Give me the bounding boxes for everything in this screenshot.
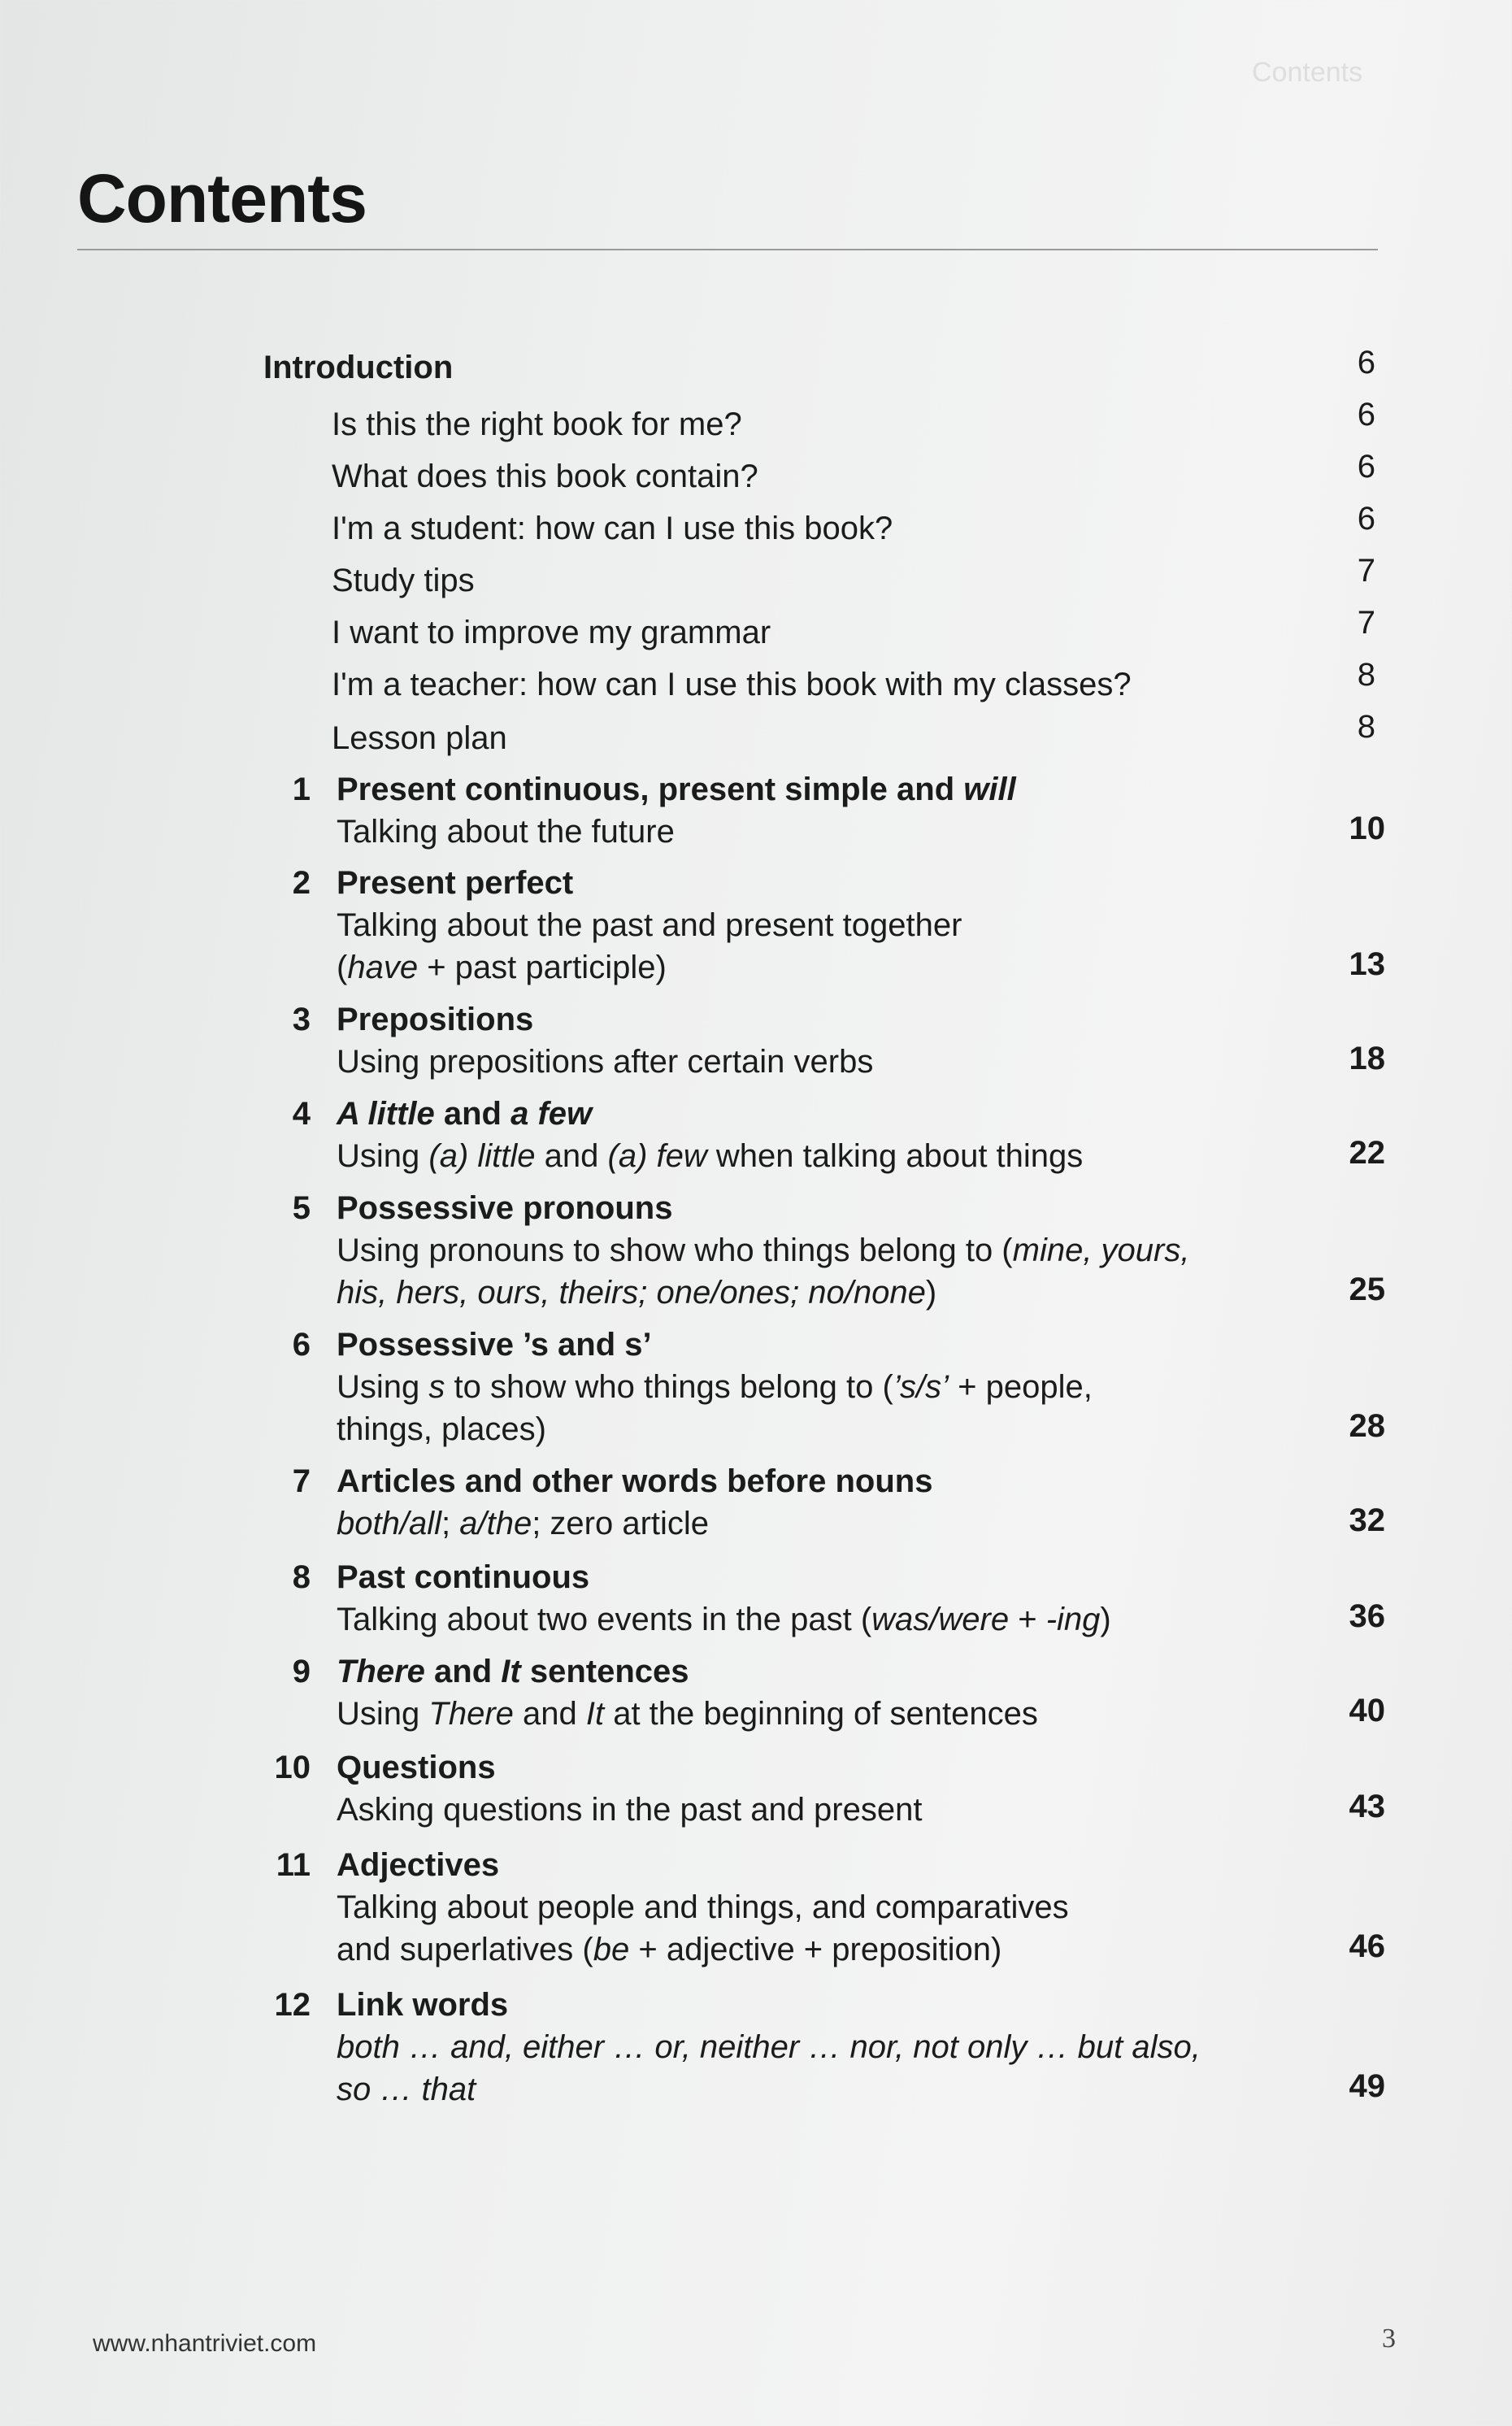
unit-number: 9 bbox=[292, 1654, 311, 1689]
desc-segment: Using bbox=[337, 1369, 429, 1405]
title-segment: Possessive pronouns bbox=[337, 1190, 673, 1226]
unit-description-line bbox=[337, 1041, 873, 1083]
unit-description-line bbox=[337, 1886, 1069, 1928]
unit-entry bbox=[0, 1460, 1512, 1545]
unit-body bbox=[337, 1746, 922, 1831]
desc-segment: ) bbox=[1100, 1602, 1111, 1637]
unit-title bbox=[337, 768, 1016, 811]
unit-page: 40 bbox=[1349, 1693, 1385, 1728]
unit-title bbox=[337, 1093, 1083, 1135]
unit-page: 28 bbox=[1349, 1408, 1385, 1444]
unit-title bbox=[337, 1746, 922, 1789]
intro-item: I'm a teacher: how can I use this book with my classes? bbox=[332, 667, 1132, 702]
unit-entry bbox=[0, 1556, 1512, 1641]
unit-body bbox=[337, 1650, 1038, 1735]
unit-description-line bbox=[337, 1598, 1111, 1641]
unit-page: 13 bbox=[1349, 946, 1385, 982]
unit-title bbox=[337, 1187, 1189, 1229]
desc-segment: Talking about people and things, and comparatives bbox=[337, 1889, 1069, 1925]
unit-description-line bbox=[337, 904, 962, 946]
unit-number: 12 bbox=[274, 1987, 311, 2023]
title-segment: Adjectives bbox=[337, 1847, 500, 1883]
desc-segment: ’s/s’ bbox=[893, 1369, 949, 1405]
title-segment: sentences bbox=[520, 1654, 689, 1689]
title-divider bbox=[77, 249, 1378, 250]
intro-item-page: 6 bbox=[1357, 449, 1375, 485]
desc-segment: Using prepositions after certain verbs bbox=[337, 1044, 874, 1080]
desc-segment: both/all bbox=[337, 1506, 441, 1541]
unit-page: 10 bbox=[1349, 811, 1385, 846]
unit-body bbox=[337, 1844, 1069, 1971]
unit-description-line bbox=[337, 1502, 932, 1545]
desc-segment: ( bbox=[337, 950, 348, 985]
title-segment: It bbox=[501, 1654, 521, 1689]
unit-description-line bbox=[337, 1229, 1189, 1272]
unit-description-line bbox=[337, 1693, 1038, 1735]
unit-description-line bbox=[337, 2026, 1201, 2068]
unit-number: 7 bbox=[292, 1463, 311, 1499]
title-segment: will bbox=[963, 772, 1016, 807]
unit-body bbox=[337, 1460, 932, 1545]
unit-entry bbox=[0, 1324, 1512, 1450]
desc-segment: + people, bbox=[949, 1369, 1093, 1405]
intro-item-page: 8 bbox=[1357, 657, 1375, 693]
unit-title bbox=[337, 1324, 1093, 1366]
intro-item: I'm a student: how can I use this book? bbox=[332, 511, 893, 546]
desc-segment: ; zero article bbox=[532, 1506, 710, 1541]
title-segment: Present perfect bbox=[337, 865, 574, 901]
unit-number: 10 bbox=[274, 1750, 311, 1785]
unit-body bbox=[337, 1984, 1201, 2111]
desc-segment: + adjective + preposition) bbox=[629, 1932, 1002, 1967]
unit-entry bbox=[0, 1844, 1512, 1971]
unit-body bbox=[337, 998, 873, 1083]
unit-number: 3 bbox=[292, 1002, 311, 1037]
title-segment: Possessive ’s and s’ bbox=[337, 1327, 652, 1363]
unit-title bbox=[337, 1650, 1038, 1693]
unit-number: 6 bbox=[292, 1327, 311, 1363]
intro-item-page: 7 bbox=[1357, 553, 1375, 589]
intro-item-page: 8 bbox=[1357, 709, 1375, 745]
title-segment: Past continuous bbox=[337, 1559, 590, 1595]
unit-title bbox=[337, 1556, 1111, 1598]
desc-segment: was/were bbox=[871, 1602, 1010, 1637]
running-head: Contents bbox=[1252, 57, 1363, 88]
unit-title bbox=[337, 1984, 1201, 2026]
desc-segment: mine, yours, bbox=[1012, 1233, 1190, 1268]
footer-url: www.nhantriviet.com bbox=[93, 2330, 317, 2357]
unit-number: 4 bbox=[292, 1096, 311, 1132]
desc-segment: when talking about things bbox=[706, 1138, 1084, 1174]
intro-title: Introduction bbox=[263, 350, 454, 385]
intro-page: 6 bbox=[1357, 345, 1375, 380]
desc-segment: a/the bbox=[459, 1506, 532, 1541]
desc-segment: his, hers, ours, theirs; one/ones; no/none bbox=[337, 1275, 926, 1311]
title-segment: Prepositions bbox=[337, 1002, 534, 1037]
title-segment: There bbox=[337, 1654, 425, 1689]
unit-page: 46 bbox=[1349, 1928, 1385, 1964]
unit-description-line bbox=[337, 1408, 1093, 1450]
title-segment: Questions bbox=[337, 1750, 496, 1785]
unit-description-line bbox=[337, 946, 962, 989]
unit-entry bbox=[0, 1093, 1512, 1177]
desc-segment: be bbox=[593, 1932, 630, 1967]
unit-body bbox=[337, 768, 1016, 853]
desc-segment: Talking about the past and present together bbox=[337, 907, 962, 943]
unit-entry bbox=[0, 768, 1512, 853]
title-segment: A little bbox=[337, 1096, 435, 1132]
intro-item: Study tips bbox=[332, 563, 475, 598]
intro-item: Is this the right book for me? bbox=[332, 407, 742, 442]
unit-entry bbox=[0, 1187, 1512, 1314]
unit-entry bbox=[0, 1984, 1512, 2111]
unit-number: 8 bbox=[292, 1559, 311, 1595]
unit-number: 5 bbox=[292, 1190, 311, 1226]
desc-segment: ) bbox=[925, 1275, 937, 1311]
intro-item: I want to improve my grammar bbox=[332, 615, 771, 650]
unit-description-line bbox=[337, 1272, 1189, 1314]
desc-segment: to show who things belong to ( bbox=[445, 1369, 893, 1405]
unit-description-line bbox=[337, 1789, 922, 1831]
unit-number: 2 bbox=[292, 865, 311, 901]
unit-page: 43 bbox=[1349, 1789, 1385, 1824]
desc-segment: s bbox=[428, 1369, 445, 1405]
unit-title bbox=[337, 1460, 932, 1502]
unit-entry bbox=[0, 862, 1512, 989]
unit-description-line bbox=[337, 1928, 1069, 1971]
unit-body bbox=[337, 1187, 1189, 1314]
unit-page: 36 bbox=[1349, 1598, 1385, 1634]
desc-segment: things, places) bbox=[337, 1411, 546, 1447]
desc-segment: ; bbox=[441, 1506, 460, 1541]
desc-segment: There bbox=[428, 1696, 514, 1732]
unit-body bbox=[337, 1093, 1083, 1177]
unit-body bbox=[337, 862, 962, 989]
page-title: Contents bbox=[77, 160, 367, 237]
desc-segment: Talking about two events in the past ( bbox=[337, 1602, 872, 1637]
unit-description-line bbox=[337, 1366, 1093, 1408]
unit-page: 18 bbox=[1349, 1041, 1385, 1076]
unit-page: 49 bbox=[1349, 2068, 1385, 2104]
intro-item: Lesson plan bbox=[332, 720, 507, 756]
desc-segment: + bbox=[1009, 1602, 1046, 1637]
unit-title bbox=[337, 1844, 1069, 1886]
desc-segment: and superlatives ( bbox=[337, 1932, 593, 1967]
desc-segment: Using pronouns to show who things belong to ( bbox=[337, 1233, 1013, 1268]
unit-entry bbox=[0, 1650, 1512, 1735]
unit-page: 32 bbox=[1349, 1502, 1385, 1538]
title-segment: Link words bbox=[337, 1987, 509, 2023]
unit-entry bbox=[0, 1746, 1512, 1831]
title-segment: Present continuous, present simple and bbox=[337, 772, 964, 807]
desc-segment: Asking questions in the past and present bbox=[337, 1792, 923, 1828]
title-segment: and bbox=[424, 1654, 502, 1689]
desc-segment: so … that bbox=[337, 2072, 476, 2107]
title-segment: and bbox=[434, 1096, 511, 1132]
intro-item-page: 6 bbox=[1357, 501, 1375, 537]
desc-segment: Using bbox=[337, 1696, 429, 1732]
unit-body bbox=[337, 1556, 1111, 1641]
desc-segment: It bbox=[585, 1696, 605, 1732]
unit-page: 22 bbox=[1349, 1135, 1385, 1171]
intro-item-page: 7 bbox=[1357, 605, 1375, 641]
desc-segment: -ing bbox=[1045, 1602, 1101, 1637]
unit-number: 1 bbox=[292, 772, 311, 807]
unit-description-line bbox=[337, 811, 1016, 853]
unit-title bbox=[337, 862, 962, 904]
unit-number: 11 bbox=[276, 1847, 311, 1883]
unit-page: 25 bbox=[1349, 1272, 1385, 1307]
unit-description-line bbox=[337, 1135, 1083, 1177]
desc-segment: Talking about the future bbox=[337, 814, 675, 850]
desc-segment: at the beginning of sentences bbox=[604, 1696, 1038, 1732]
desc-segment: + past participle) bbox=[418, 950, 667, 985]
unit-title bbox=[337, 998, 873, 1041]
page-number: 3 bbox=[1382, 2324, 1396, 2354]
title-segment: a few bbox=[511, 1096, 593, 1132]
intro-item-page: 6 bbox=[1357, 397, 1375, 433]
desc-segment: and bbox=[535, 1138, 608, 1174]
title-segment: Articles and other words before nouns bbox=[337, 1463, 933, 1499]
desc-segment: Using bbox=[337, 1138, 429, 1174]
desc-segment: (a) few bbox=[607, 1138, 707, 1174]
unit-body bbox=[337, 1324, 1093, 1450]
desc-segment: (a) little bbox=[428, 1138, 536, 1174]
desc-segment: and bbox=[513, 1696, 586, 1732]
unit-description-line bbox=[337, 2068, 1201, 2111]
unit-entry bbox=[0, 998, 1512, 1083]
desc-segment: have bbox=[347, 950, 419, 985]
intro-item: What does this book contain? bbox=[332, 459, 758, 494]
desc-segment: both … and, either … or, neither … nor, not only … but also, bbox=[337, 2029, 1201, 2065]
